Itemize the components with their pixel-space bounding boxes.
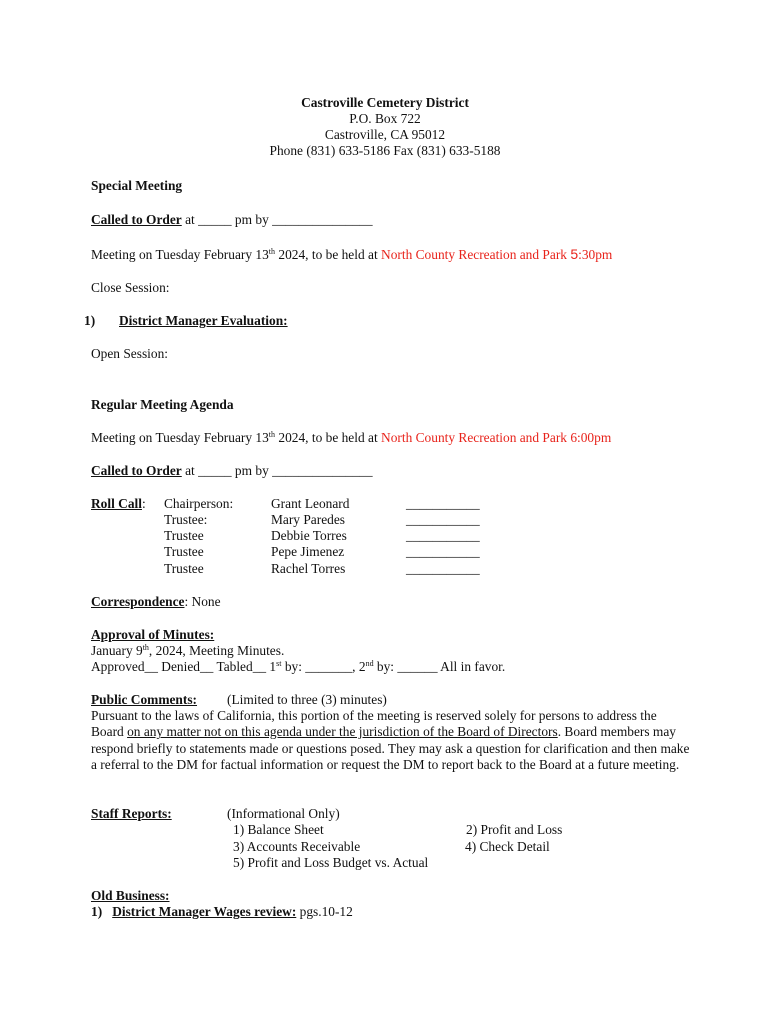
- date-suffix: th: [268, 247, 276, 256]
- minutes-vote-line: [91, 659, 505, 675]
- regular-meeting-title: Regular Meeting Agenda: [91, 397, 234, 412]
- roll-call-role: Chairperson:: [164, 496, 234, 511]
- po-box: P.O. Box 722: [349, 111, 421, 126]
- district-manager-evaluation: District Manager Evaluation:: [119, 313, 288, 328]
- paragraph-text: . Board members may respond briefly to statements made or questions posed. They may ask a question for clarification and then make a referral to the DM for factual information or request the DM to report back to the Board at a future meeting.: [91, 724, 690, 772]
- correspondence-label: Correspondence: [91, 594, 185, 609]
- roll-call-name: Debbie Torres: [271, 528, 347, 543]
- roll-call-blank: ___________: [406, 528, 480, 543]
- minutes-description: , 2024, Meeting Minutes.: [148, 643, 285, 658]
- meeting-time-hour: 5: [570, 246, 579, 262]
- meeting-location: North County Recreation and Park: [381, 247, 571, 262]
- date-suffix: th: [268, 430, 276, 439]
- called-to-order-rest: at _____ pm by _______________: [181, 212, 373, 227]
- roll-call-blank: ___________: [406, 544, 480, 559]
- item-number: 1): [91, 904, 103, 919]
- roll-call-role: Trustee: [164, 528, 204, 543]
- minutes-date-line: [91, 643, 284, 659]
- roll-call-name: Mary Paredes: [271, 512, 345, 527]
- date-suffix: th: [142, 643, 149, 652]
- called-to-order-label: Called to Order: [91, 212, 182, 227]
- special-item-number: 1): [84, 313, 96, 328]
- paragraph-text: Pursuant to the laws of California, this portion of the meeting is reserved solely for persons to address the Board: [91, 708, 657, 740]
- city-address: Castroville, CA 95012: [324, 127, 446, 142]
- regular-called-to-order: [91, 463, 373, 479]
- district-manager-wages-review: District Manager Wages review:: [112, 904, 297, 919]
- roll-call-blank: ___________: [406, 496, 480, 511]
- meeting-date-text: Meeting on Tuesday February 13: [91, 247, 269, 262]
- special-called-to-order: [91, 212, 373, 228]
- special-meeting-title: Special Meeting: [91, 178, 183, 193]
- staff-reports-info: (Informational Only): [227, 806, 340, 821]
- item-pages: pgs.10-12: [296, 904, 353, 919]
- roll-call-name: Grant Leonard: [271, 496, 350, 511]
- meeting-date-text: Meeting on Tuesday February 13: [91, 430, 269, 445]
- roll-call-name: Rachel Torres: [271, 561, 346, 576]
- correspondence: [91, 594, 221, 610]
- roll-call-role: Trustee: [164, 561, 204, 576]
- called-to-order-label: Called to Order: [91, 463, 182, 478]
- roll-call-heading: [91, 496, 146, 512]
- minutes-date: January 9: [91, 643, 143, 658]
- roll-call-role: Trustee: [164, 544, 204, 559]
- special-meeting-line: [91, 246, 612, 263]
- roll-call-role: Trustee:: [164, 512, 208, 527]
- regular-meeting-line: [91, 430, 611, 446]
- open-session: Open Session:: [91, 346, 168, 361]
- roll-call-blank: ___________: [406, 512, 480, 527]
- roll-call-colon: :: [141, 496, 146, 511]
- staff-report-item: 2) Profit and Loss: [466, 822, 563, 837]
- staff-reports-label: Staff Reports:: [91, 806, 172, 821]
- staff-report-item: 3) Accounts Receivable: [233, 839, 361, 854]
- ordinal-suffix: nd: [365, 659, 374, 668]
- meeting-time-rest: :30pm: [578, 247, 613, 262]
- old-business-label: Old Business:: [91, 888, 170, 903]
- meeting-connector: 2024, to be held at: [275, 247, 382, 262]
- meeting-location: North County Recreation and Park 6:00pm: [381, 430, 612, 445]
- roll-call-label: Roll Call: [91, 496, 142, 511]
- vote-options: Approved__ Denied__ Tabled__ 1: [91, 659, 277, 674]
- close-session: Close Session:: [91, 280, 170, 295]
- org-name: Castroville Cemetery District: [301, 95, 469, 110]
- staff-report-item: 1) Balance Sheet: [233, 822, 324, 837]
- roll-call-blank: ___________: [406, 561, 480, 576]
- meeting-connector: 2024, to be held at: [275, 430, 382, 445]
- public-comments-limit: (Limited to three (3) minutes): [227, 692, 387, 707]
- ordinal-suffix: st: [276, 659, 282, 668]
- correspondence-value: : None: [184, 594, 221, 609]
- old-business-item: [91, 904, 353, 920]
- staff-report-item: 4) Check Detail: [465, 839, 550, 854]
- phone-fax: Phone (831) 633-5186 Fax (831) 633-5188: [269, 143, 501, 158]
- paragraph-underlined: on any matter not on this agenda under the jurisdiction of the Board of Directors: [127, 724, 558, 740]
- first-by: by: _______, 2: [281, 659, 366, 674]
- staff-report-item: 5) Profit and Loss Budget vs. Actual: [233, 855, 429, 870]
- public-comments-label: Public Comments:: [91, 692, 198, 707]
- approval-of-minutes-label: Approval of Minutes:: [91, 627, 215, 642]
- called-to-order-rest: at _____ pm by _______________: [181, 463, 373, 478]
- second-by: by: ______ All in favor.: [373, 659, 506, 674]
- roll-call-name: Pepe Jimenez: [271, 544, 345, 559]
- public-comments-paragraph: [91, 708, 691, 773]
